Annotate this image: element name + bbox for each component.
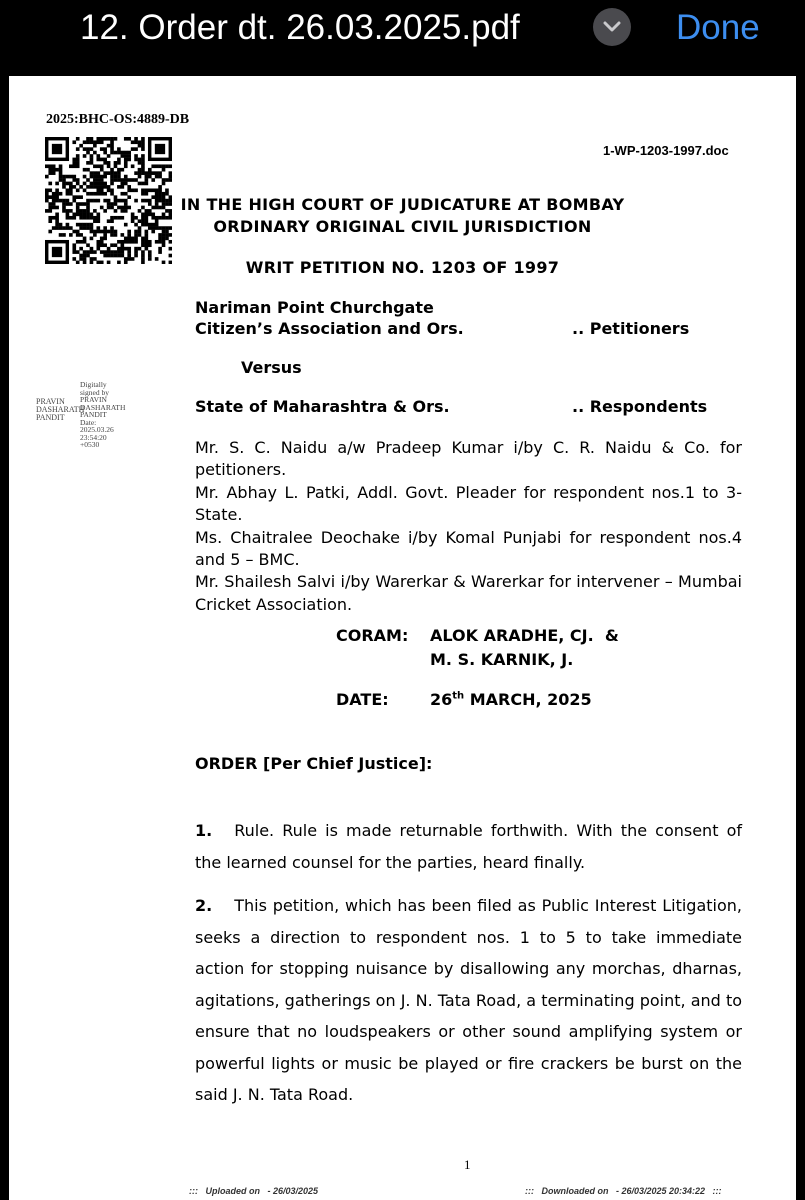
petition-number: WRIT PETITION NO. 1203 OF 1997 bbox=[245, 258, 560, 277]
chevron-down-icon bbox=[603, 21, 621, 33]
date-label: DATE: bbox=[336, 690, 389, 709]
order-heading: ORDER [Per Chief Justice]: bbox=[195, 754, 433, 773]
pdf-page bbox=[9, 76, 796, 1200]
file-reference: 1-WP-1203-1997.doc bbox=[603, 143, 729, 158]
viewer-toolbar bbox=[0, 0, 805, 62]
petitioner-role: .. Petitioners bbox=[572, 319, 690, 338]
done-button[interactable]: Done bbox=[676, 8, 760, 47]
counsel-line: Ms. Chaitralee Deochake i/by Komal Punjabi for respondent nos.4 and 5 – BMC. bbox=[195, 527, 742, 570]
download-footer: ::: Downloaded on - 26/03/2025 20:34:22 ::: bbox=[525, 1186, 722, 1196]
counsel-line: Mr. Abhay L. Patki, Addl. Govt. Pleader for respondent nos.1 to 3- State. bbox=[195, 482, 742, 525]
petitioner-name-line1: Nariman Point Churchgate bbox=[195, 298, 434, 317]
counsel-appearances bbox=[195, 437, 742, 616]
title-menu-button[interactable] bbox=[593, 8, 631, 46]
order-paragraph-1: 1. Rule. Rule is made returnable forthwith. With the consent of the learned counsel for the parties, heard finally. bbox=[195, 821, 742, 872]
versus-label: Versus bbox=[241, 358, 302, 377]
document-title: 12. Order dt. 26.03.2025.pdf bbox=[80, 8, 520, 47]
counsel-line: Mr. Shailesh Salvi i/by Warerkar & Warerkar for intervener – Mumbai Cricket Association. bbox=[195, 572, 742, 614]
coram-judge-2: M. S. KARNIK, J. bbox=[430, 650, 574, 669]
order-paragraph-2: 2. This petition, which has been filed as Public Interest Litigation, seeks a direction to respondent nos. 1 to 5 to take immediate action for stopping nuisance by disallowing any morchas, dharnas, agitations, gatherings on J. N. Tata Road, a terminating point, and to ensure that no loudspeakers or other sound amplifying system or powerful lights or music be played or fire crackers be burst on the said J. N. Tata Road. bbox=[195, 896, 742, 1104]
digital-signature-name: PRAVIN DASHARATH PANDIT bbox=[36, 397, 85, 422]
order-date: 26th MARCH, 2025 bbox=[430, 690, 592, 709]
upload-footer: ::: Uploaded on - 26/03/2025 bbox=[189, 1186, 319, 1196]
coram-judge-1: ALOK ARADHE, CJ. & bbox=[430, 626, 619, 645]
page-number: 1 bbox=[464, 1157, 471, 1172]
court-name: IN THE HIGH COURT OF JUDICATURE AT BOMBAY bbox=[180, 195, 625, 214]
respondent-name: State of Maharashtra & Ors. bbox=[195, 397, 450, 416]
respondent-role: .. Respondents bbox=[572, 397, 708, 416]
neutral-citation: 2025:BHC-OS:4889-DB bbox=[46, 112, 190, 127]
digital-signature-details: Digitally signed by PRAVIN DASHARATH PANDIT Date: 2025.03.26 23:54:20 +0530 bbox=[80, 380, 126, 449]
petitioner-name-line2: Citizen’s Association and Ors. bbox=[195, 319, 464, 338]
coram-label: CORAM: bbox=[336, 626, 409, 645]
jurisdiction: ORDINARY ORIGINAL CIVIL JURISDICTION bbox=[213, 217, 592, 236]
counsel-line: Mr. S. C. Naidu a/w Pradeep Kumar i/by C. R. Naidu & Co. for petitioners. bbox=[195, 438, 742, 480]
